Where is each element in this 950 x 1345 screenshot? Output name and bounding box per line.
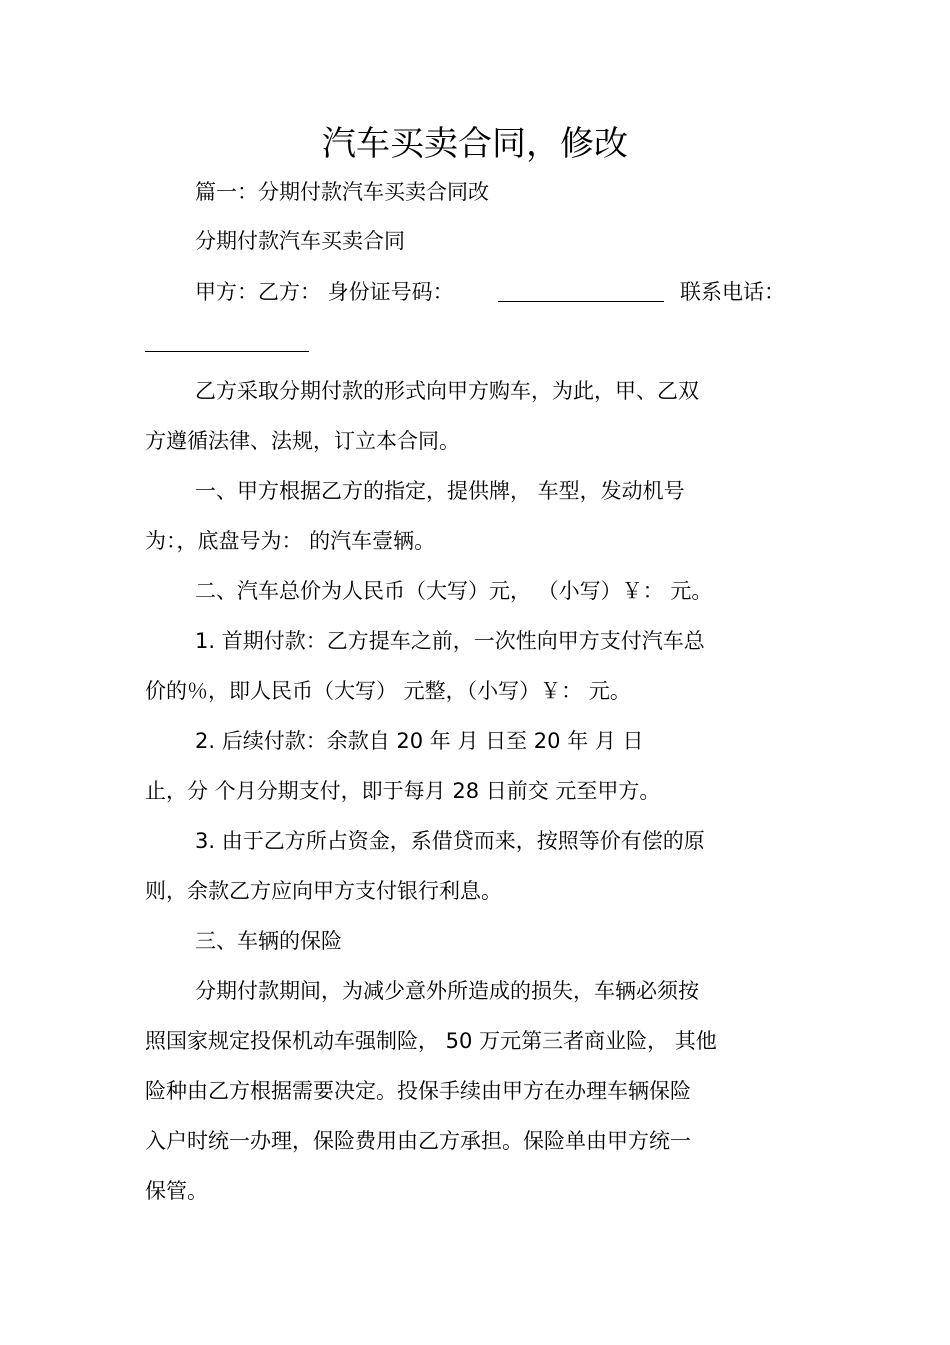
section-heading: 三、车辆的保险 — [195, 929, 342, 953]
paragraph-line: 保管。 — [145, 1179, 208, 1203]
section-heading: 篇一：分期付款汽车买卖合同改 — [195, 180, 489, 204]
paragraph-line: 2. 后续付款：余款自 20 年 月 日至 20 年 月 日 — [195, 729, 644, 753]
id-number-blank — [498, 281, 664, 302]
paragraph-line: 乙方采取分期付款的形式向甲方购车，为此，甲、乙双 — [195, 379, 699, 403]
paragraph-line: 3. 由于乙方所占资金，系借贷而来，按照等价有偿的原 — [195, 829, 705, 853]
paragraph-line: 险种由乙方根据需要决定。投保手续由甲方在办理车辆保险 — [145, 1079, 691, 1103]
phone-blank — [145, 331, 309, 352]
paragraph-line: 分期付款期间，为减少意外所造成的损失，车辆必须按 — [195, 979, 699, 1003]
paragraph-line: 方遵循法律、法规，订立本合同。 — [145, 429, 460, 453]
paragraph-line: 止，分 个月分期支付，即于每月 28 日前交 元至甲方。 — [145, 779, 661, 803]
party-line: 甲方：乙方： 身份证号码： — [195, 280, 454, 304]
paragraph-line: 二、汽车总价为人民币（大写）元， （小写）￥： 元。 — [195, 579, 713, 603]
paragraph-line: 一、甲方根据乙方的指定，提供牌， 车型，发动机号 — [195, 479, 685, 503]
paragraph-line: 照国家规定投保机动车强制险， 50 万元第三者商业险， 其他 — [145, 1029, 717, 1053]
document-title: 汽车买卖合同，修改 — [322, 124, 628, 164]
contract-name: 分期付款汽车买卖合同 — [195, 229, 405, 253]
phone-label: 联系电话： — [680, 280, 785, 304]
paragraph-line: 入户时统一办理，保险费用由乙方承担。保险单由甲方统一 — [145, 1129, 691, 1153]
paragraph-line: 为：，底盘号为： 的汽车壹辆。 — [145, 529, 436, 553]
paragraph-line: 则，余款乙方应向甲方支付银行利息。 — [145, 879, 502, 903]
paragraph-line: 1. 首期付款：乙方提车之前，一次性向甲方支付汽车总 — [195, 629, 705, 653]
paragraph-line: 价的％，即人民币（大写） 元整，（小写）￥： 元。 — [145, 679, 631, 703]
